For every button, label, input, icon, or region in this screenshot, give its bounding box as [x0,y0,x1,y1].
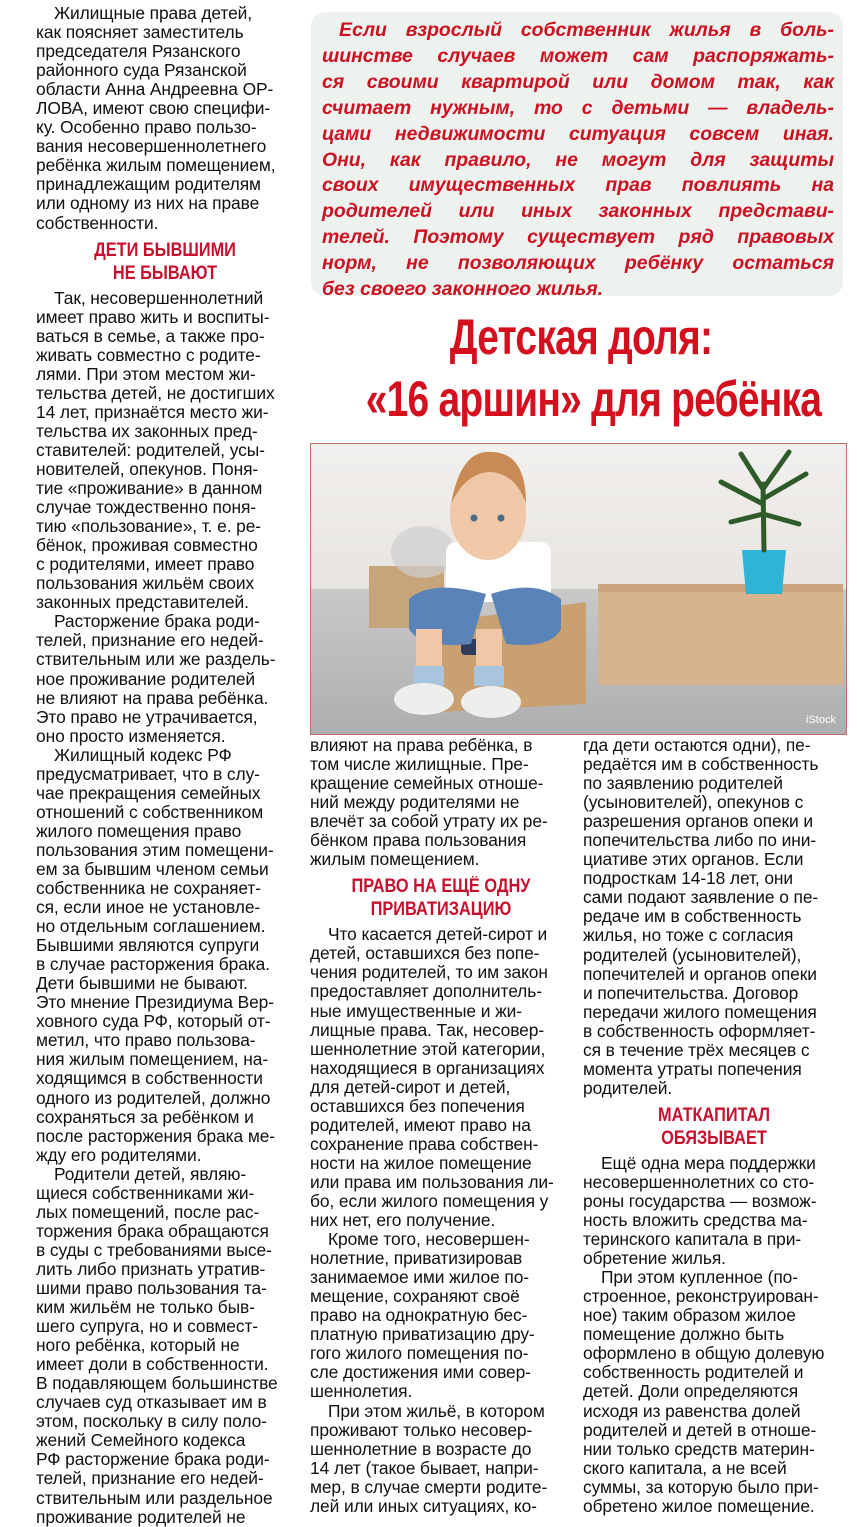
text-line: кращение семейных отноше- [310,773,544,794]
text-line: случае тождественно поня- [36,497,256,518]
text-line: платную приватизацию дру- [310,1324,535,1345]
text-line: шеннолетние в возрасте до [310,1438,532,1459]
paragraph [36,289,294,613]
text-line: чения родителей, то им закон [310,962,548,983]
text-line: мещение, сохраняют своё [310,1286,520,1307]
text-line: имеет право жить и воспиты- [36,306,270,327]
text-line: находящиеся в организациях [310,1057,545,1078]
text-line: циативе этих органов. Если [583,849,804,870]
text-line: ребёнка жилым помещением, [36,155,276,176]
subheading-line: НЕ БЫВАЮТ [112,262,218,284]
text-line: в собственность оформляет- [583,1020,816,1041]
text-line: редаётся им в собственность [583,754,819,775]
text-line: редаче им в собственность [583,906,802,927]
text-line: мер, в случае смерти родите- [310,1476,548,1497]
text-line: роны государства — возмож- [583,1190,817,1211]
subheading-line: МАТКАПИТАЛ [657,1104,771,1126]
shoe-right [461,686,521,718]
text-line: одного из родителей, должно [36,1087,271,1108]
subheading [54,239,276,285]
text-line: предоставляет дополнитель- [310,981,542,1002]
text-line: жилого помещения право [36,820,242,841]
text-line: лить либо признать утратив- [36,1258,266,1279]
text-line: имеет доли в собственности. [36,1354,269,1375]
text-line: ний между родителями не [310,792,520,813]
text-line: собственника не сохраняет- [36,878,261,899]
text-line: проживают только несовер- [310,1419,533,1440]
text-line: сле достижения ими совер- [310,1362,531,1383]
text-line: родителей и детей в отноше- [583,1419,817,1440]
text-line: в случае расторжения брака. [36,954,270,975]
subheading-line: ПРИВАТИЗАЦИЮ [370,899,512,921]
article-headline [305,306,857,430]
text-line: суммы, за которую было при- [583,1476,819,1497]
lead-line: ся своими квартирой или домом так, как [322,70,834,93]
subheading [601,1104,826,1150]
paragraph [310,1230,572,1401]
text-line: не влияют на права ребёнка. [36,687,269,708]
text-line: занимаемое ими жилое по- [310,1267,529,1288]
photo-illustration [311,444,846,734]
text-line: момента утраты попечения [583,1058,802,1079]
text-line: собственности. [36,212,159,233]
lead-line: шинстве случаев может сам распоряжать- [322,44,834,67]
text-line: лых помещений, после рас- [36,1201,260,1222]
text-line: тию «пользование», т. е. ре- [36,516,262,537]
text-line: Расторжение брака роди- [54,611,260,632]
text-line: или права им пользования ли- [310,1171,554,1192]
text-line: новителей, опекунов. Поня- [36,458,259,479]
text-line: Так, несовершеннолетний [54,287,264,308]
text-line: оформлено в общую долевую [583,1343,825,1364]
paragraph [583,1268,845,1516]
text-line: них нет, его получение. [310,1210,496,1231]
photo-credit: iStock [806,714,836,726]
text-line: подросткам 14-18 лет, они [583,868,794,889]
text-line: собственность родителей и [583,1362,804,1383]
text-line: тельства их законных пред- [36,420,258,441]
lead-line: телей. Поэтому существует ряд правовых [322,226,834,249]
article-photo [310,443,847,735]
text-line: Что касается детей-сирот и [328,924,548,945]
text-line: ные имущественные и жи- [310,1000,522,1021]
lead-paragraph [322,18,834,303]
paragraph [36,4,294,233]
text-line: ся в течение трёх месяцев с [583,1039,810,1060]
text-line: лищные права. Так, несовер- [310,1019,545,1040]
lead-line: цами недвижимости ситуация совсем иная. [322,122,834,145]
text-line: ния жилым помещением, на- [36,1049,269,1070]
text-line: Жилищный кодекс РФ [54,744,232,765]
text-line: оно просто изменяется. [36,725,226,746]
text-line: жду его родителями. [36,1144,202,1165]
lead-line: своих имущественных прав повлиять на [322,174,834,197]
text-line: обретено жилое помещение. [583,1495,815,1516]
text-line: ное проживание родителей [36,668,256,689]
text-line: жилым помещением. [310,849,480,870]
text-line: предусматривает, что в слу- [36,763,260,784]
text-line: ким жильём не только быв- [36,1297,255,1318]
text-line: шего супруга, но и совмест- [36,1316,259,1337]
sock-right [474,666,504,686]
text-line: РФ расторжение брака роди- [36,1449,270,1470]
text-line: с родителями, имеет право [36,554,255,575]
text-line: вания несовершеннолетнего [36,136,267,157]
paragraph [583,1154,845,1268]
text-line: председателя Рязанского [36,41,241,62]
lead-line: родителей или иных законных представи- [322,200,834,223]
plant-pot [742,550,786,594]
box-right-top [598,584,843,592]
text-line: строенное, реконструирован- [583,1286,819,1307]
lead-line: без своего законного жилья. [322,278,604,301]
text-line: ного ребёнка, который не [36,1335,240,1356]
shoe-left [394,683,454,715]
text-line: исходя из равенства долей [583,1400,801,1421]
text-line: ствительным или же раздель- [36,649,276,670]
text-line: законных представителей. [36,592,249,613]
text-line: по заявлению родителей [583,773,783,794]
text-line: Родители детей, являю- [54,1163,247,1184]
text-line: влияют на права ребёнка, в [310,735,533,755]
child-eye-right [498,515,505,522]
text-line: гого жилого помещения по- [310,1343,529,1364]
text-line: бёнком права пользования [310,830,527,851]
text-line: в суды с требованиями высе- [36,1239,272,1260]
text-line: Ещё одна мера поддержки [601,1152,816,1173]
text-line: чае прекращения семейных [36,782,261,803]
lead-line: Если взрослый собственник жилья в боль- [339,19,834,41]
column-right [583,736,845,1516]
paragraph [310,736,572,869]
text-line: шеннолетние этой категории, [310,1038,546,1059]
text-line: сами подают заявление о пе- [583,887,819,908]
text-line: родителей. [583,1077,673,1098]
text-line: оставшихся без попечения [310,1095,525,1116]
text-line: шеннолетия. [310,1381,413,1402]
text-line: 14 лет (такое бывает, напри- [310,1457,539,1478]
text-line: телей, признание его недей- [36,630,264,651]
text-line: нии только средств материн- [583,1438,815,1459]
text-line: пользования этим помещени- [36,839,274,860]
text-line: ховного суда РФ, который от- [36,1011,271,1032]
text-line: попечителей и органов опеки [583,963,817,984]
text-line: несовершеннолетних со сто- [583,1171,815,1192]
text-line: но отдельным соглашением. [36,916,266,937]
sock-left [414,666,444,686]
subheading-line: ПРАВО НА ЕЩЁ ОДНУ [351,876,531,898]
text-line: Кроме того, несовершен- [328,1229,530,1250]
text-line: ского капитала, а не всей [583,1457,787,1478]
ball [391,526,455,578]
text-line: и попечительства. Договор [583,982,799,1003]
text-line: Дети бывшими не бывают. [36,973,248,994]
text-line: сохраняться за ребёнком и [36,1106,254,1127]
column-left [36,4,294,1527]
subheading [328,875,553,921]
text-line: жений Семейного кодекса [36,1430,246,1451]
lead-line: норм, не позволяющих ребёнку остаться [322,252,834,275]
paragraph [310,1402,572,1516]
text-line: ЛОВА, имеют свою специфи- [36,98,271,119]
text-line: после расторжения брака ме- [36,1125,275,1146]
text-line: принадлежащим родителям [36,174,261,195]
column-middle [310,736,572,1516]
text-line: том числе жилищные. Пре- [310,754,529,775]
text-line: При этом жильё, в котором [328,1400,545,1421]
text-line: детей, оставшихся без попе- [310,943,540,964]
text-line: шими право пользования та- [36,1278,267,1298]
text-line: право на однократную бес- [310,1305,528,1326]
text-line: пользования жильём своих [36,573,255,594]
text-line: передачи жилого помещения [583,1001,817,1022]
text-line: ставителей: родителей, усы- [36,439,265,460]
text-line: Бывшими являются супруги [36,935,260,956]
text-line: ходящимся в собственности [36,1068,263,1089]
text-line: Это мнение Президиума Вер- [36,992,274,1013]
text-line: метил, что право пользова- [36,1030,256,1051]
text-line: ваться в семье, а также про- [36,325,265,346]
headline-line-2: «16 аршин» для ребёнка [365,371,822,427]
text-line: сохранение права собствен- [310,1133,539,1154]
text-line: детей. Доли определяются [583,1381,799,1402]
text-line: В подавляющем большинстве [36,1373,278,1394]
paragraph [36,1165,294,1527]
text-line: влечёт за собой утрату их ре- [310,811,548,832]
paragraph [36,746,294,1165]
box-right [598,589,843,685]
text-line: родителей, имеют право на [310,1114,531,1135]
text-line: случаев суд отказывает им в [36,1392,267,1413]
lead-line: считает нужным, то с детьми — владель- [322,96,834,119]
text-line: Это право не утрачивается, [36,706,258,727]
text-line: районного суда Рязанской [36,60,247,81]
headline-line-1: Детская доля: [449,309,713,365]
text-line: ность вложить средства ма- [583,1210,808,1231]
text-line: обретение жилья. [583,1248,726,1269]
text-line: лей или иных ситуациях, ко- [310,1495,537,1516]
text-line: как поясняет заместитель [36,22,244,43]
text-line: жилья, но тоже с согласия [583,925,794,946]
subheading-line: ДЕТИ БЫВШИМИ [94,239,236,261]
paragraph [36,612,294,745]
text-line: (усыновителей), опекунов с [583,792,804,813]
text-line: живать совместно с родите- [36,344,261,365]
text-line: родителей (усыновителей), [583,944,802,965]
child-eye-left [471,515,478,522]
text-line: или одному из них на праве [36,193,260,214]
text-line: щиеся собственниками жи- [36,1182,255,1203]
text-line: для детей-сирот и детей, [310,1076,511,1097]
paragraph [310,925,572,1230]
paragraph [583,736,845,1098]
text-line: ное) таким образом жилое [583,1305,796,1326]
text-line: помещение должно быть [583,1324,785,1345]
text-line: попечительства либо по ини- [583,830,817,851]
text-line: проживание родителей не [36,1506,246,1527]
text-line: 14 лет, признаётся место жи- [36,401,269,422]
text-line: нолетние, приватизировав [310,1248,523,1269]
text-line: лями. При этом местом жи- [36,363,256,384]
subheading-line: ОБЯЗЫВАЕТ [661,1127,767,1149]
text-line: При этом купленное (по- [601,1267,798,1288]
text-line: гда дети остаются одни), пе- [583,735,811,755]
text-line: этом, поскольку в силу поло- [36,1411,267,1432]
text-line: отношений с собственником [36,801,264,822]
text-line: ся, если иное не установле- [36,897,261,918]
text-line: торжения брака обращаются [36,1220,269,1241]
text-line: Жилищные права детей, [54,3,252,23]
text-line: бо, если жилого помещения у [310,1190,549,1211]
text-line: разрешения органов опеки и [583,811,814,832]
text-line: бёнок, проживая совместно [36,535,258,556]
text-line: телей, признание его недей- [36,1468,264,1489]
text-line: ку. Особенно право пользо- [36,117,257,138]
text-line: ности на жилое помещение [310,1152,532,1173]
text-line: области Анна Андреевна ОР- [36,79,274,100]
text-line: ствительным или раздельное [36,1487,273,1508]
text-line: тие «проживание» в данном [36,478,263,499]
text-line: теринского капитала в при- [583,1229,802,1250]
lead-line: Они, как правило, не могут для защиты [322,148,834,171]
text-line: тельства детей, не достигших [36,382,275,403]
text-line: ем за бывшим членом семьи [36,858,269,879]
